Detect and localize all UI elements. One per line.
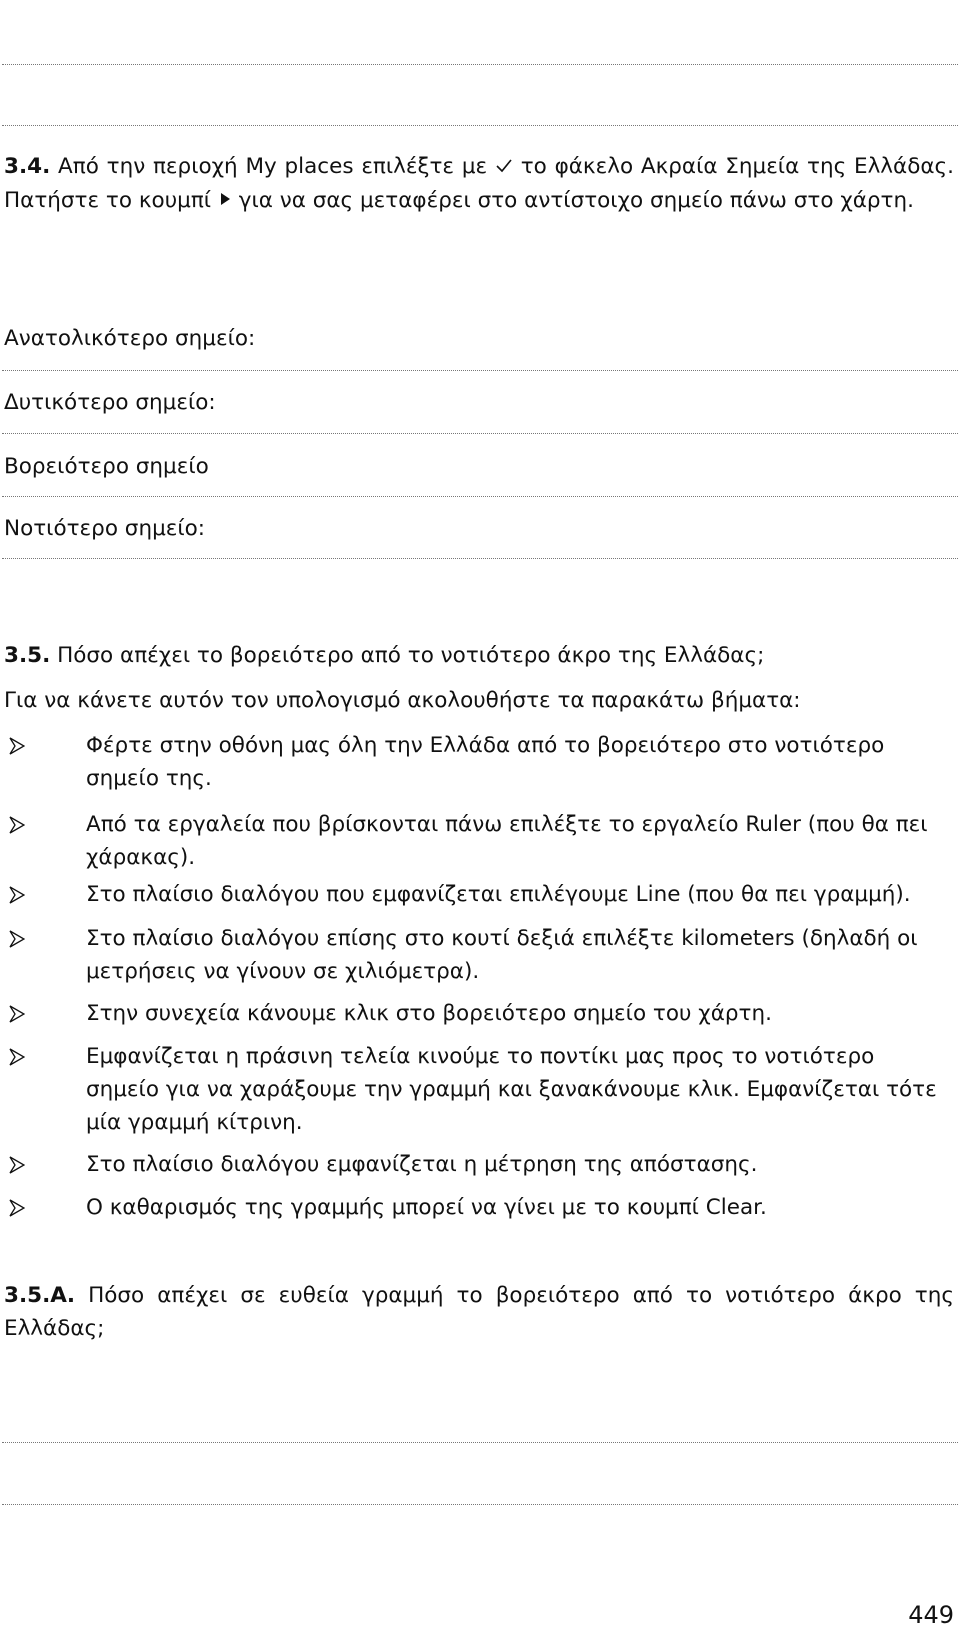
step-text: Εμφανίζεται η πράσινη τελεία κινούμε το ποντίκι μας προς το νοτιότερο σημείο για να χαράξουμε την γραμμή και ξανακάνουμε κλικ. Εμφανίζεται τότε μία γραμμή κίτρινη. [86,1044,937,1135]
answer-label-north: Βορειότερο σημείο [4,454,209,479]
answer-label-south: Νοτιότερο σημείο: [4,516,206,541]
list-item [4,808,954,874]
list-item [4,1040,954,1139]
arrowhead-bullet-icon [4,1148,30,1181]
section-3-4 [4,150,954,217]
answer-line [2,496,958,497]
arrowhead-bullet-icon [4,808,30,841]
checkmark-icon [495,151,513,184]
arrowhead-bullet-icon [4,997,30,1030]
arrowhead-bullet-icon [4,1040,30,1073]
step-text: Από τα εργαλεία που βρίσκονται πάνω επιλέξτε το εργαλείο Ruler (που θα πει χάρακας). [86,812,928,870]
answer-line [2,1442,958,1443]
section-3-5-heading [4,639,954,672]
answer-line [2,64,958,65]
list-item [4,729,954,795]
section-text: Από την περιοχή My places επιλέξτε με [58,154,488,179]
answer-line [2,370,958,371]
list-item [4,1191,954,1224]
list-item [4,997,954,1030]
arrowhead-bullet-icon [4,729,30,762]
answer-line [2,433,958,434]
step-text: Στο πλαίσιο διαλόγου εμφανίζεται η μέτρηση της απόστασης. [86,1152,758,1177]
answer-line [2,1504,958,1505]
section-3-5-A [4,1279,954,1345]
step-text: Στο πλαίσιο διαλόγου που εμφανίζεται επιλέγουμε Line (που θα πει γραμμή). [86,882,911,907]
section-question: Πόσο απέχει το βορειότερο από το νοτιότερο άκρο της Ελλάδας; [57,643,765,668]
step-text: Φέρτε στην οθόνη μας όλη την Ελλάδα από το βορειότερο στο νοτιότερο σημείο της. [86,733,885,791]
section-3-5-intro: Για να κάνετε αυτόν τον υπολογισμό ακολουθήστε τα παρακάτω βήματα: [4,688,801,713]
step-text: Στο πλαίσιο διαλόγου επίσης στο κουτί δεξιά επιλέξτε kilometers (δηλαδή οι μετρήσεις να γίνουν σε χιλιόμετρα). [86,926,918,984]
answer-line [2,558,958,559]
answer-label-west: Δυτικότερο σημείο: [4,390,216,415]
section-number: 3.5. [4,643,51,668]
play-triangle-icon [218,184,232,217]
arrowhead-bullet-icon [4,1191,30,1224]
section-number: 3.4. [4,154,51,179]
answer-line [2,125,958,126]
list-item [4,922,954,988]
list-item [4,1148,954,1181]
page-number: 449 [908,1601,954,1629]
list-item [4,878,954,911]
step-text: Στην συνεχεία κάνουμε κλικ στο βορειότερο σημείο του χάρτη. [86,1001,772,1026]
section-number: 3.5.Α. [4,1283,76,1308]
arrowhead-bullet-icon [4,878,30,911]
answer-label-east: Ανατολικότερο σημείο: [4,326,256,351]
section-question: Πόσο απέχει σε ευθεία γραμμή το βορειότερο από το νοτιότερο άκρο της Ελλάδας; [4,1283,954,1341]
step-text: Ο καθαρισμός της γραμμής μπορεί να γίνει με το κουμπί Clear. [86,1195,767,1220]
section-text: το φάκελο Ακραία Σημεία της Ελλάδας. Πατήστε το κουμπί [4,154,954,213]
arrowhead-bullet-icon [4,922,30,955]
section-text: για να σας μεταφέρει στο αντίστοιχο σημείο πάνω στο χάρτη. [238,187,914,213]
